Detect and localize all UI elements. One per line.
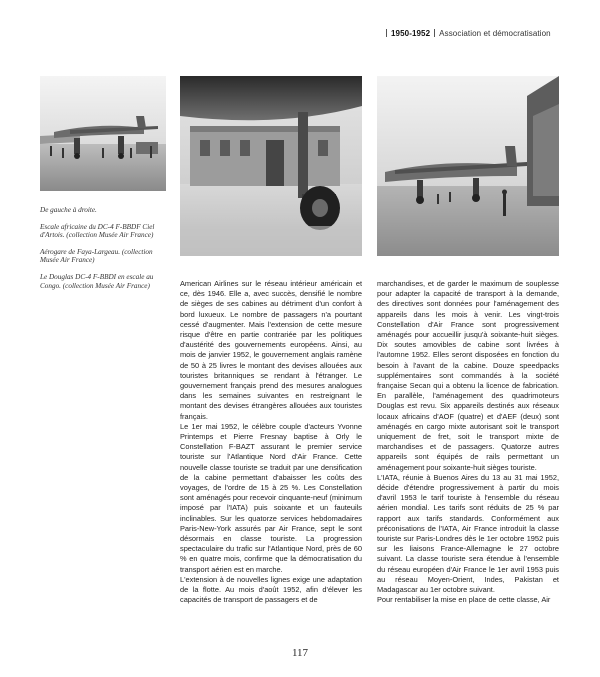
- photo-dc4-congo-image: [377, 76, 559, 256]
- caption-intro: De gauche à droite.: [40, 206, 97, 214]
- page-number: 117: [291, 647, 309, 659]
- paragraph: American Airlines sur le réseau intérieur américain et ce, dès 1946. Elle a, avec succès, densifié le nombre de sièges de ses cabines au détriment d'un confort à bord luxueux. Le nombre de passagers n'a pourtant cessé d'augmenter. Mais l'extension de cette mesure risque d'être en partie contrariée par les politiques d'austérité des gouvernements européens. Ainsi, au mois de janvier 1952, le gouvernement anglais ramène de 50 à 25 livres le montant des devises allouées aux touristes britanniques se rendant à l'étranger. Le gouvernement français prend des mesures analogues dans les semaines suivantes en restreignant le montant des devises étrangères allouées aux touristes français.: [180, 279, 362, 421]
- caption-photo-1: Escale africaine du DC-4 F-BBDF Ciel d'Artois. (collection Musée Air France): [40, 222, 155, 240]
- photo-captions: [40, 206, 168, 298]
- running-header: [382, 29, 551, 38]
- caption-photo-3: Le Douglas DC-4 F-BBDI en escale au Congo. (collection Musée Air France): [40, 272, 154, 290]
- photo-dc4-ciel-artois: [40, 76, 166, 191]
- photo-dc4-congo: [377, 76, 559, 256]
- paragraph: marchandises, et de garder le maximum de souplesse pour adapter la capacité de transport à la demande, des directives sont données pour l'aménagement des appareils dans les mois à venir. Les vingt-trois Constellation d'Air France sont progressivement aménagés pour accueillir jusqu'à soixante-huit sièges. Dix soutes amovibles de cabine sont livrées à l'automne 1952. Elles seront disposées en fonction du besoin à l'avant de la cabine. Douze speedpacks supplémentaires sont commandés à la société française Secan qui a obtenu la licence de fabrication. En parallèle, l'aménagement des quadrimoteurs Douglas est revu. Six appareils destinés aux réseaux locaux africains d'AOF (quatre) et d'AEF (deux) sont aménagés en cargo mixte autorisant soit le transport uniquement de fret, soit le transport mixte de marchandises et de passagers. Quatorze autres appareils sont équipés de rails permettant un aménagement pour soixante-huit sièges touriste.: [377, 279, 559, 472]
- photo-aerogare-faya-largeau-image: [180, 76, 362, 256]
- photo-dc4-ciel-artois-image: [40, 76, 166, 191]
- photo-aerogare-faya-largeau: [180, 76, 362, 256]
- paragraph: L'extension à de nouvelles lignes exige une adaptation de la flotte. Au mois d'août 1952, afin d'élever les capacités de transport de passagers et de: [180, 574, 362, 605]
- header-divider: [434, 29, 435, 37]
- paragraph: Le 1er mai 1952, le célèbre couple d'acteurs Yvonne Printemps et Pierre Fresnay baptise à Orly le Constellation F-BAZT assurant le premier service touriste sur l'Atlantique Nord d'Air France. Cette nouvelle classe touriste se traduit par une densification de la cabine permettant d'abaisser les coûts des voyages, de l'ordre de 15 à 25 %. Les Constellation sont aménagés pour recevoir cinquante-neuf (minimum imposé par l'IATA) puis soixante et un fauteuils inclinables. Sur les quatorze services hebdomadaires Paris-New-York assurés par Air France, sept le sont désormais en classe touriste. La progression spectaculaire du trafic sur l'Atlantique Nord, près de 60 % en quatre mois, confirme que la démocratisation du transport aérien est en marche.: [180, 421, 362, 574]
- text-column-right: [377, 279, 559, 606]
- caption-photo-2: Aérogare de Faya-Largeau. (collection Musée Air France): [40, 247, 153, 265]
- header-divider: [386, 29, 387, 37]
- header-years: 1950-1952: [391, 29, 431, 38]
- header-section-title: Association et démocratisation: [439, 29, 551, 38]
- paragraph: L'IATA, réunie à Buenos Aires du 13 au 31 mai 1952, décide d'étendre progressivement à partir du mois d'avril 1953 le tarif touriste à l'ensemble du réseau aérien mondial. Les tarifs sont réduits de 25 % par rapport aux tarifs standards. Conformément aux préconisations de l'IATA, Air France introduit la classe touriste sur Paris-Londres dès le 1er octobre 1952 puis sur les liaisons France-Allemagne le 27 octobre suivant. La classe touriste sera étendue à l'ensemble du réseau européen d'Air France le 1er avril 1953 puis au réseau Moyen-Orient, Indes, Pakistan et Madagascar au 1er octobre suivant.: [377, 472, 559, 595]
- paragraph: Pour rentabiliser la mise en place de cette classe, Air: [377, 595, 551, 605]
- text-column-left: [180, 279, 362, 606]
